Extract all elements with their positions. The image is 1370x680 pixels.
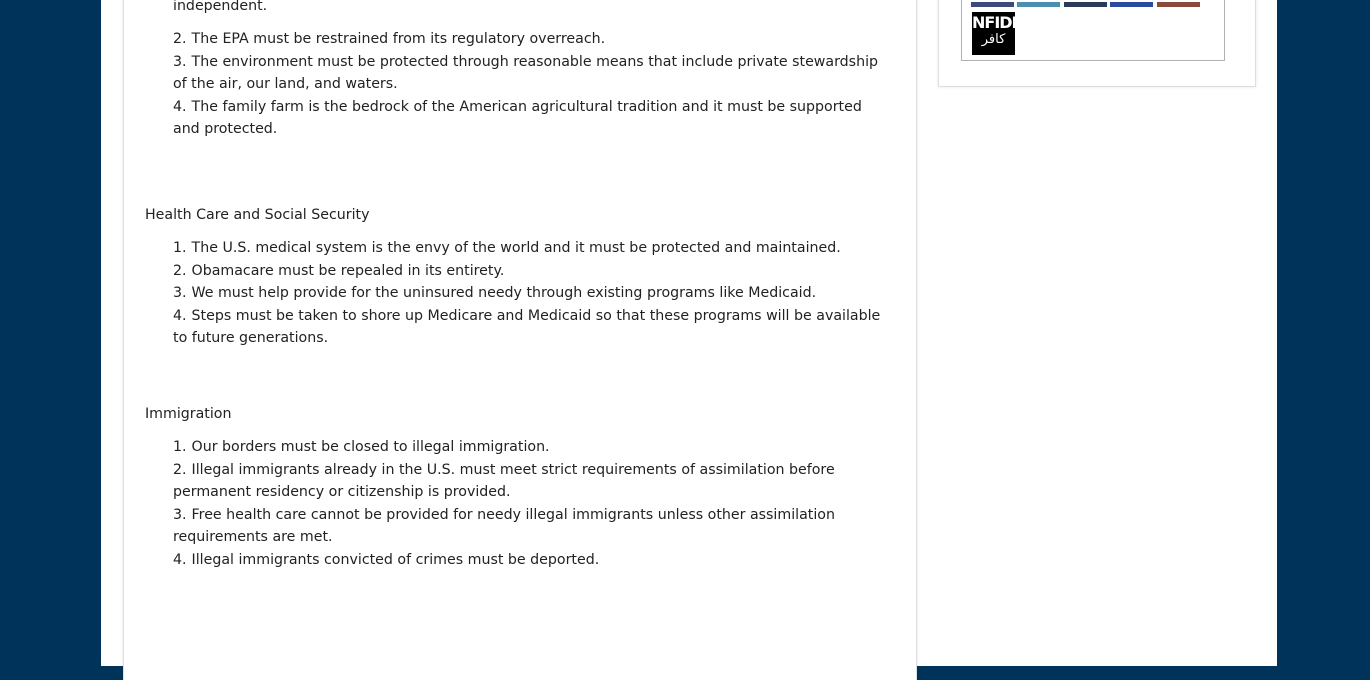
- list-item: 1. The U.S. medical system is the envy of the world and it must be protected and maintained.: [173, 240, 841, 256]
- list-item: 4. Illegal immigrants convicted of crimes must be deported.: [173, 551, 600, 568]
- list-item: 3. The environment must be protected through reasonable means that include private stewardship of the air, our land, and waters.: [173, 53, 879, 92]
- partial-list-line: independent.: [173, 0, 268, 14]
- gallery-thumbnail[interactable]: [1157, 2, 1200, 7]
- infidel-image-thumbnail[interactable]: NFIDE كافر: [972, 12, 1015, 55]
- immigration-heading: Immigration: [145, 406, 232, 422]
- immigration-list: [173, 436, 893, 571]
- list-item: 2. Obamacare must be repealed in its entirety.: [173, 262, 505, 279]
- list-item: 1. Our borders must be closed to illegal immigration.: [173, 439, 550, 455]
- sidebar-widget: [938, 0, 1256, 87]
- health-care-heading: Health Care and Social Security: [145, 207, 370, 223]
- list-item: 3. We must help provide for the uninsured needy through existing programs like Medicaid.: [173, 285, 817, 301]
- list-item: 4. Steps must be taken to shore up Medicare and Medicaid so that these programs will be available to future generations.: [173, 307, 881, 346]
- gallery-thumbnail[interactable]: [1110, 2, 1153, 7]
- gallery-thumbnail[interactable]: [1064, 2, 1107, 7]
- list-item: 2. Illegal immigrants already in the U.S. must meet strict requirements of assimilation before permanent residency or citizenship is provided.: [173, 461, 835, 500]
- gallery-thumbnail[interactable]: [1017, 2, 1060, 7]
- page: [101, 0, 1277, 666]
- health-care-list: [173, 237, 893, 350]
- article-content: [123, 0, 917, 680]
- list-item: 3. Free health care cannot be provided for needy illegal immigrants unless other assimilation requirements are met.: [173, 506, 835, 545]
- list-item: 4. The family farm is the bedrock of the American agricultural tradition and it must be supported and protected.: [173, 98, 862, 137]
- environment-list: [173, 28, 893, 141]
- gallery-thumbnail[interactable]: [971, 2, 1014, 7]
- list-item: 2. The EPA must be restrained from its regulatory overreach.: [173, 31, 606, 47]
- image-gallery: [961, 0, 1225, 61]
